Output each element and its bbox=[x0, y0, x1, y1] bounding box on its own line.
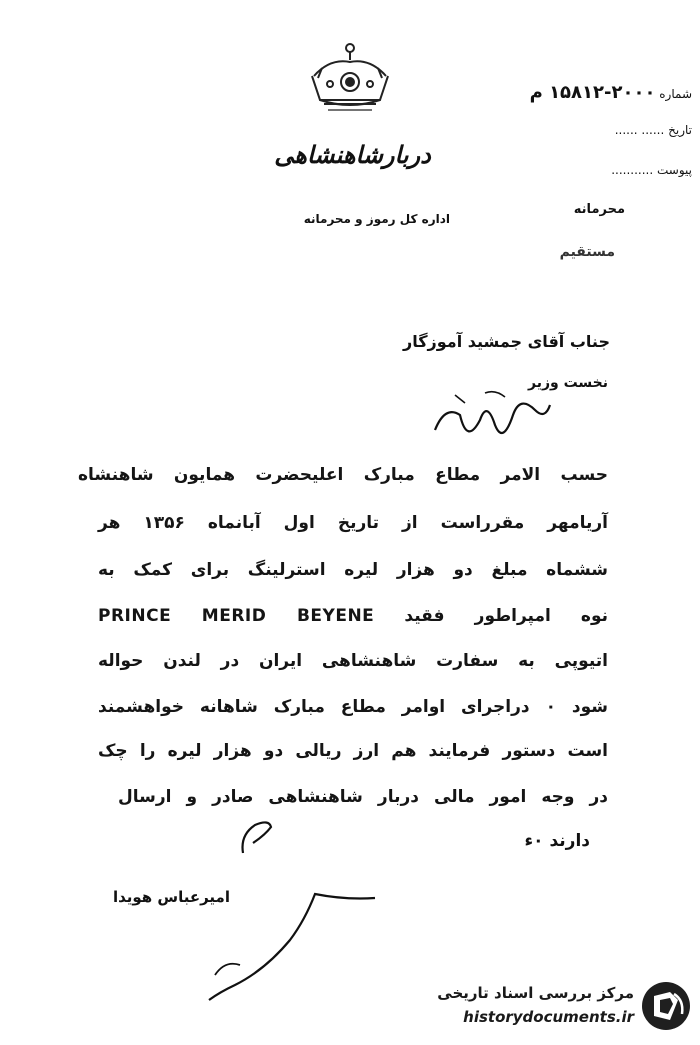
direct-stamp: مستقیم bbox=[559, 244, 615, 260]
number-label: شماره bbox=[659, 87, 692, 101]
archive-watermark bbox=[402, 978, 692, 1036]
date-value: ...... ...... bbox=[614, 123, 665, 137]
pen-mark bbox=[235, 815, 280, 860]
archive-url: historydocuments.ir bbox=[463, 1008, 634, 1026]
body-line-4: نوه امپراطور فقید PRINCE MERID BEYENE bbox=[98, 606, 608, 626]
handwritten-annotation bbox=[425, 385, 555, 455]
archive-title: مرکز بررسی اسناد تاریخی bbox=[437, 984, 634, 1002]
body-line-5: اتیوپی به سفارت شاهنشاهی ایران در لندن حواله bbox=[98, 651, 608, 671]
body-line-3: ششماه مبلغ دو هزار لیره استرلینگ برای کمک به bbox=[98, 560, 608, 580]
court-name: دربارشاهنشاهی bbox=[274, 140, 431, 169]
signatory-name: امیرعباس هویدا bbox=[112, 888, 230, 906]
addressee-title: نخست وزیر bbox=[527, 375, 608, 391]
archive-logo-icon bbox=[640, 980, 692, 1032]
addressee-name: جناب آقای جمشید آموزگار bbox=[403, 332, 610, 351]
number-field bbox=[462, 82, 692, 103]
handwritten-signature bbox=[195, 880, 385, 1010]
crown-emblem-icon bbox=[300, 38, 400, 128]
attachment-field bbox=[462, 163, 692, 177]
date-label: تاریخ bbox=[668, 123, 692, 137]
department-label: اداره کل رموز و محرمانه bbox=[303, 212, 450, 226]
body-line-8: در وجه امور مالی دربار شاهنشاهی صادر و ارسال bbox=[118, 787, 608, 807]
body-line-7: است دستور فرمایند هم ارز ریالی دو هزار لیره را چک bbox=[98, 741, 608, 761]
classification-label: محرمانه bbox=[573, 202, 625, 217]
date-field bbox=[462, 123, 692, 137]
number-value: ۲۰۰۰-۱۵۸۱۲ م bbox=[529, 82, 656, 103]
body-line-9: دارند ۰ء bbox=[524, 831, 590, 851]
body-line-2: آریامهر مقرراست از تاریخ اول آبانماه ۱۳۵۶ هر bbox=[98, 513, 609, 533]
body-line-6: شود ۰ دراجرای اوامر مطاع مبارک شاهانه خواهشمند bbox=[98, 697, 608, 717]
attachment-value: ........... bbox=[611, 163, 654, 177]
body-line-1: حسب الامر مطاع مبارک اعلیحضرت همایون شاهنشاه bbox=[78, 465, 608, 485]
attachment-label: پیوست bbox=[657, 163, 692, 177]
